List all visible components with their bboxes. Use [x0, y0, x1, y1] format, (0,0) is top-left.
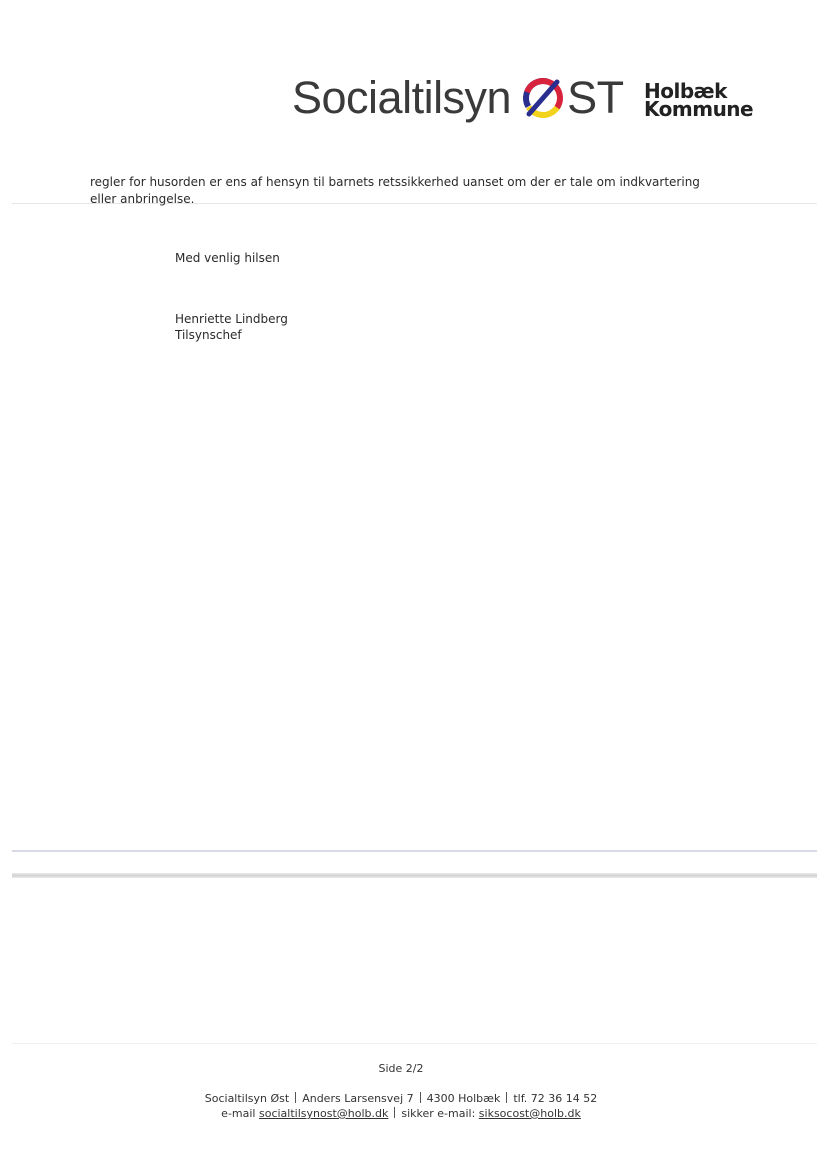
footer-contact — [0, 1091, 802, 1121]
oe-logo-mark-icon — [521, 76, 565, 120]
signer-name: Henriette Lindberg — [175, 312, 288, 326]
footer-separator — [295, 1092, 296, 1103]
page-number: Side 2/2 — [378, 1062, 424, 1075]
signature-block — [175, 311, 288, 343]
closing-salutation: Med venlig hilsen — [175, 251, 280, 265]
logo-suffix: ST — [567, 72, 624, 123]
footer-address-row — [0, 1091, 802, 1106]
scan-artifact-band — [12, 873, 817, 878]
footer-separator — [394, 1107, 395, 1118]
footer-address: Anders Larsensvej 7 — [302, 1092, 414, 1105]
footer-secure-email-link[interactable]: siksocost@holb.dk — [478, 1107, 581, 1120]
municipality-line2: Kommune — [644, 97, 754, 121]
footer-separator — [506, 1092, 507, 1103]
socialtilsyn-logo — [292, 72, 624, 124]
signer-title: Tilsynschef — [175, 328, 242, 342]
footer-email-row — [0, 1106, 802, 1121]
body-paragraph: regler for husorden er ens af hensyn til barnets retssikkerhed uanset om der er tale om indkvartering eller anbringelse. — [90, 175, 700, 206]
footer-email-label: e-mail — [221, 1107, 256, 1120]
footer-phone: tlf. 72 36 14 52 — [513, 1092, 598, 1105]
scan-artifact-line — [12, 850, 817, 852]
scan-artifact-line — [12, 1043, 817, 1044]
footer-org: Socialtilsyn Øst — [204, 1092, 290, 1105]
footer-city: 4300 Holbæk — [426, 1092, 501, 1105]
holbaek-kommune-logo — [644, 79, 754, 121]
municipality-line1: Holbæk — [644, 79, 727, 103]
footer-separator — [420, 1092, 421, 1103]
logo-word: Socialtilsyn — [292, 72, 512, 123]
footer-email-link[interactable]: socialtilsynost@holb.dk — [258, 1107, 389, 1120]
footer-secure-label: sikker e-mail: — [401, 1107, 476, 1120]
